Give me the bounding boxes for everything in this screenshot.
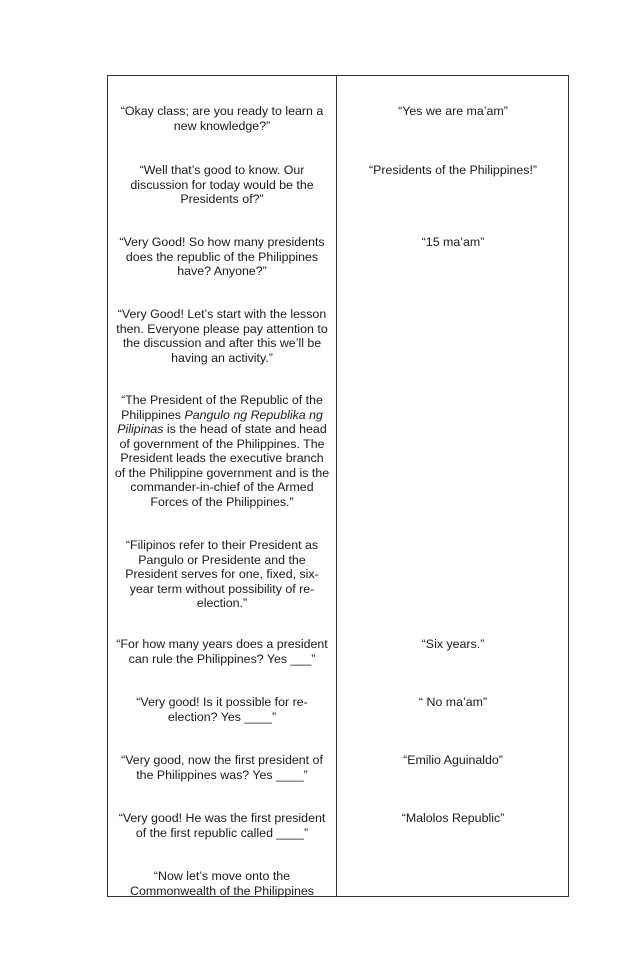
teacher-line-10: “Very good! He was the first president of the first republic called ____” [118,811,326,840]
student-response-1: “Yes we are ma’am” [398,104,508,118]
teacher-line-5 [114,393,330,509]
teacher-line-5-end: is the head of state and head of government of the Philippines. The President leads the executive branch of the Philippine government and is the commander-in-chief of the Armed Forces of the Philippines.” [114,422,330,509]
teacher-line-9: “Very good, now the first president of the Philippines was? Yes ____” [121,753,323,782]
student-response-3: “15 ma’am” [421,235,485,249]
student-response-2: “Presidents of the Philippines!” [368,163,538,177]
teacher-line-11: “Now let’s move onto the Commonwealth of the Philippines [130,869,314,898]
teacher-line-7: “For how many years does a president can rule the Philippines? Yes ___” [116,637,328,666]
column-divider [336,76,337,896]
teacher-line-3: “Very Good! So how many presidents does the republic of the Philippines have? Anyone?” [119,235,325,278]
student-response-10: “Malolos Republic” [401,811,505,825]
student-response-8: “ No ma’am” [418,695,488,709]
teacher-line-1: “Okay class; are you ready to learn a new knowledge?” [120,104,324,133]
dialogue-table [107,75,569,897]
student-response-7: “Six years.” [421,637,485,651]
teacher-line-5-start: “The President of the Republic of the Philippines [121,393,323,422]
teacher-line-2: “Well that’s good to know. Our discussion for today would be the Presidents of?” [130,163,314,206]
teacher-line-8: “Very good! Is it possible for re-election? Yes ____” [136,695,308,724]
teacher-line-4: “Very Good! Let’s start with the lesson then. Everyone please pay attention to the discussion and after this we’ll be having an activity.” [116,307,328,365]
student-response-9: “Emilio Aguinaldo” [403,753,503,767]
teacher-line-6: “Filipinos refer to their President as Pangulo or Presidente and the President serves for one, fixed, six-year term without possibility of re-election.” [125,538,319,610]
filipino-title-italic: Pangulo ng Republika ng Pilipinas [117,407,323,436]
